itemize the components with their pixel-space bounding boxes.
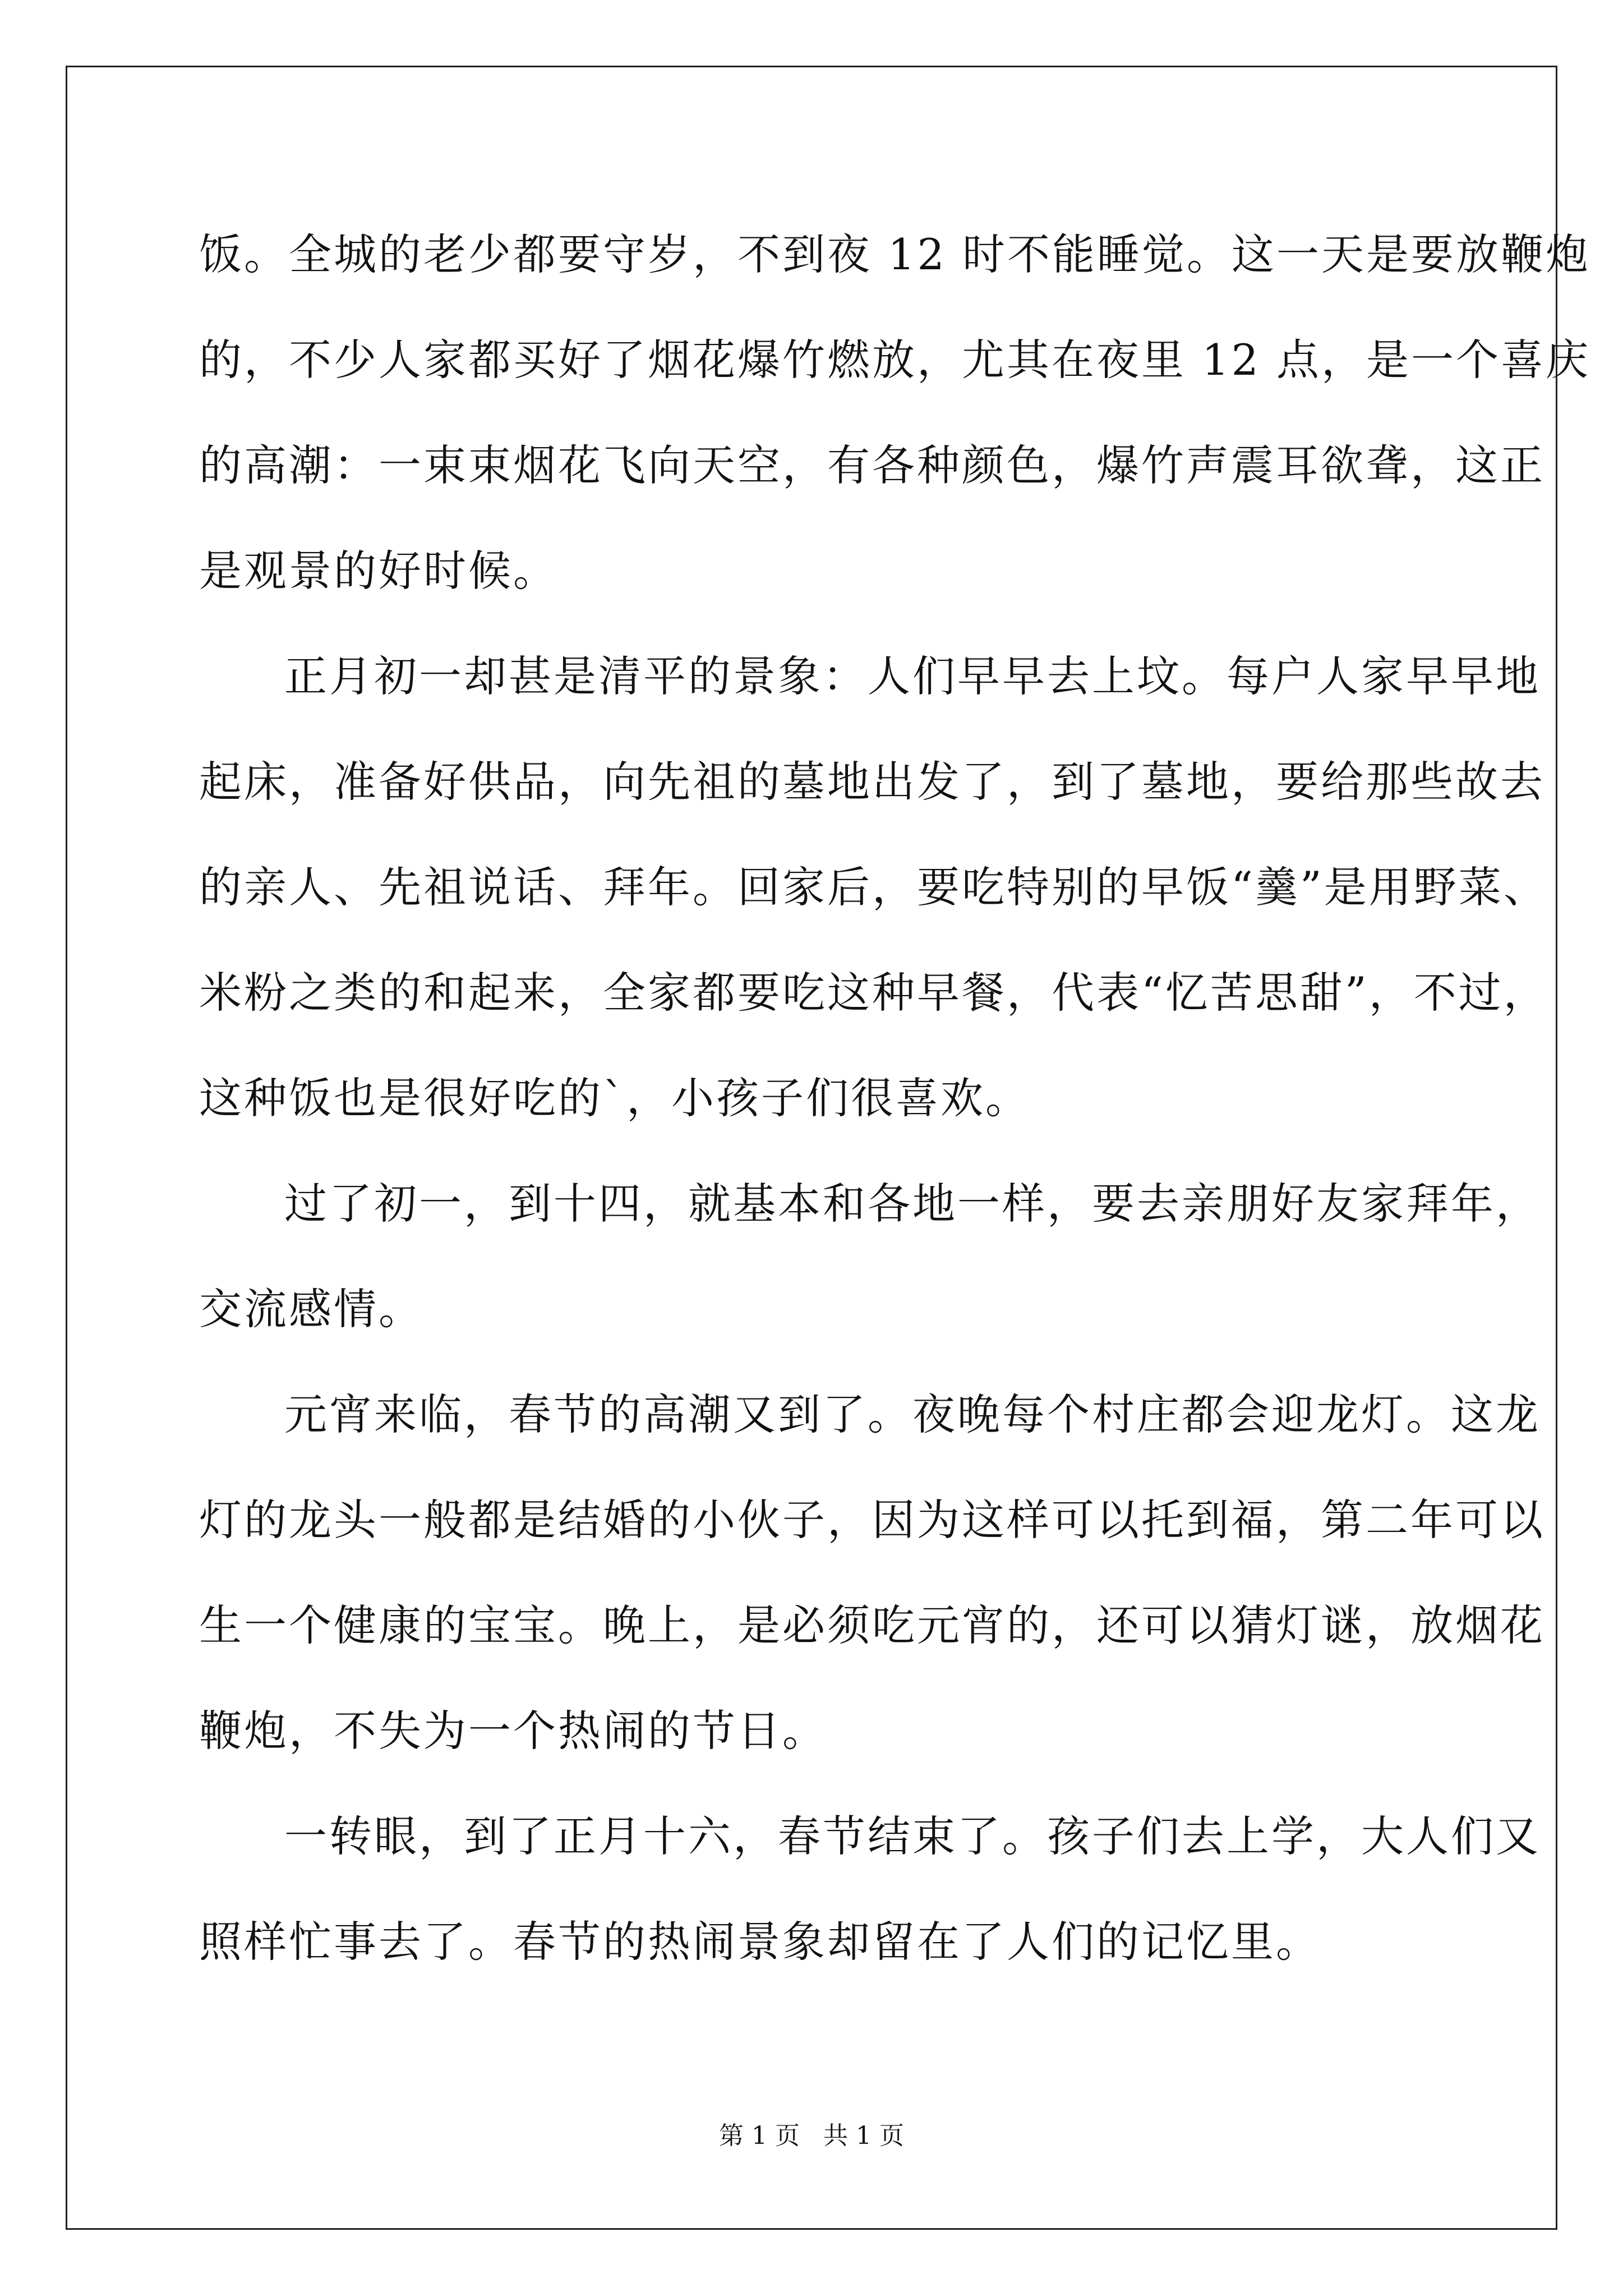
document-body	[199, 202, 1591, 1995]
page-footer	[0, 2119, 1623, 2153]
text-line: 是观景的好时候。	[199, 546, 558, 596]
text-line: 的亲人、先祖说话、拜年。回家后，要吃特别的早饭“羹”是用野菜、	[199, 862, 1548, 912]
paragraph-start-line: 一转眼，到了正月十六，春节结束了。孩子们去上学，大人们又	[284, 1811, 1541, 1861]
text-line: 这种饭也是很好吃的`，小孩子们很喜欢。	[199, 1073, 1030, 1123]
page-total: 共 1 页	[823, 2122, 904, 2150]
page-number: 第 1 页	[719, 2122, 800, 2150]
paragraph-start-line: 元宵来临，春节的高潮又到了。夜晚每个村庄都会迎龙灯。这龙	[284, 1389, 1541, 1439]
text-line: 交流感情。	[199, 1284, 423, 1334]
paragraph-start-line: 过了初一，到十四，就基本和各地一样，要去亲朋好友家拜年，	[284, 1179, 1541, 1228]
text-line: 起床，准备好供品，向先祖的墓地出发了，到了墓地，要给那些故去	[199, 757, 1545, 807]
text-line: 鞭炮，不失为一个热闹的节日。	[199, 1706, 827, 1756]
text-line: 生一个健康的宝宝。晚上，是必须吃元宵的，还可以猜灯谜，放烟花	[199, 1600, 1545, 1650]
text-line: 灯的龙头一般都是结婚的小伙子，因为这样可以托到福，第二年可以	[199, 1495, 1545, 1545]
text-line: 的高潮：一束束烟花飞向天空，有各种颜色，爆竹声震耳欲聋，这正	[199, 440, 1545, 490]
text-line: 米粉之类的和起来，全家都要吃这种早餐，代表“忆苦思甜”，不过，	[199, 968, 1548, 1018]
text-line: 饭。全城的老少都要守岁，不到夜 12 时不能睡觉。这一天是要放鞭炮	[199, 229, 1591, 279]
text-line: 的，不少人家都买好了烟花爆竹燃放，尤其在夜里 12 点，是一个喜庆	[199, 335, 1591, 385]
paragraph-start-line: 正月初一却甚是清平的景象：人们早早去上坟。每户人家早早地	[284, 651, 1541, 701]
text-line: 照样忙事去了。春节的热闹景象却留在了人们的记忆里。	[199, 1917, 1321, 1967]
